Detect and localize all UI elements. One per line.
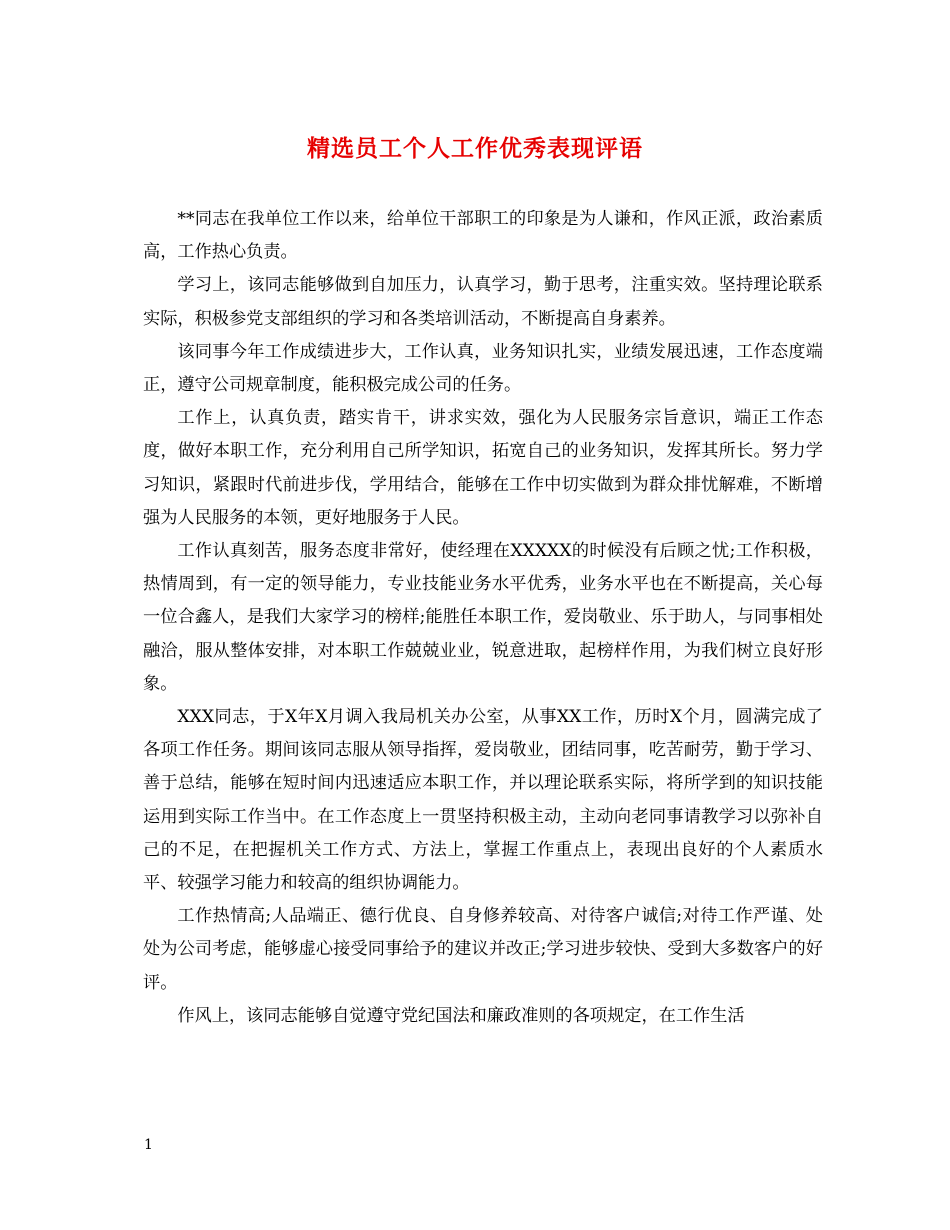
paragraph: **同志在我单位工作以来，给单位干部职工的印象是为人谦和，作风正派，政治素质高，工作热心负责。 [143, 209, 823, 263]
document-body [143, 203, 823, 1033]
page-number: 1 [144, 1137, 153, 1153]
paragraph: 工作热情高;人品端正、德行优良、自身修养较高、对待客户诚信;对待工作严谨、处处为公司考虑，能够虚心接受同事给予的建议并改正;学习进步较快、受到大多数客户的好评。 [143, 906, 823, 993]
paragraph: 作风上，该同志能够自觉遵守党纪国法和廉政准则的各项规定，在工作生活 [177, 1005, 745, 1026]
paragraph: 工作认真刻苦，服务态度非常好，使经理在XXXXX的时候没有后顾之忧;工作积极，热情周到，有一定的领导能力，专业技能业务水平优秀，业务水平也在不断提高，关心每一位合鑫人，是我们大家学习的榜样;能胜任本职工作，爱岗敬业、乐于助人，与同事相处融洽，服从整体安排，对本职工作兢兢业业，锐意进取，起榜样作用，为我们树立良好形象。 [143, 541, 823, 694]
paragraph: 该同事今年工作成绩进步大，工作认真，业务知识扎实，业绩发展迅速，工作态度端正，遵守公司规章制度，能积极完成公司的任务。 [143, 341, 823, 396]
document-title: 精选员工个人工作优秀表现评语 [307, 135, 643, 162]
paragraph: XXX同志，于X年X月调入我局机关办公室，从事XX工作，历时X个月，圆满完成了各项工作任务。期间该同志服从领导指挥，爱岗敬业，团结同事，吃苦耐劳，勤于学习、善于总结，能够在短时间内迅速适应本职工作，并以理论联系实际，将所学到的知识技能运用到实际工作当中。在工作态度上一贯坚持积极主动，主动向老同事请教学习以弥补自己的不足，在把握机关工作方式、方法上，掌握工作重点上，表现出良好的个人素质水平、较强学习能力和较高的组织协调能力。 [143, 707, 823, 894]
paragraph: 工作上，认真负责，踏实肯干，讲求实效，强化为人民服务宗旨意识，端正工作态度，做好本职工作，充分利用自己所学知识，拓宽自己的业务知识，发挥其所长。努力学习知识，紧跟时代前进步伐，学用结合，能够在工作中切实做到为群众排忧解难，不断增强为人民服务的本领，更好地服务于人民。 [143, 408, 823, 528]
paragraph: 学习上，该同志能够做到自加压力，认真学习，勤于思考，注重实效。坚持理论联系实际，积极参党支部组织的学习和各类培训活动，不断提高自身素养。 [143, 275, 823, 329]
